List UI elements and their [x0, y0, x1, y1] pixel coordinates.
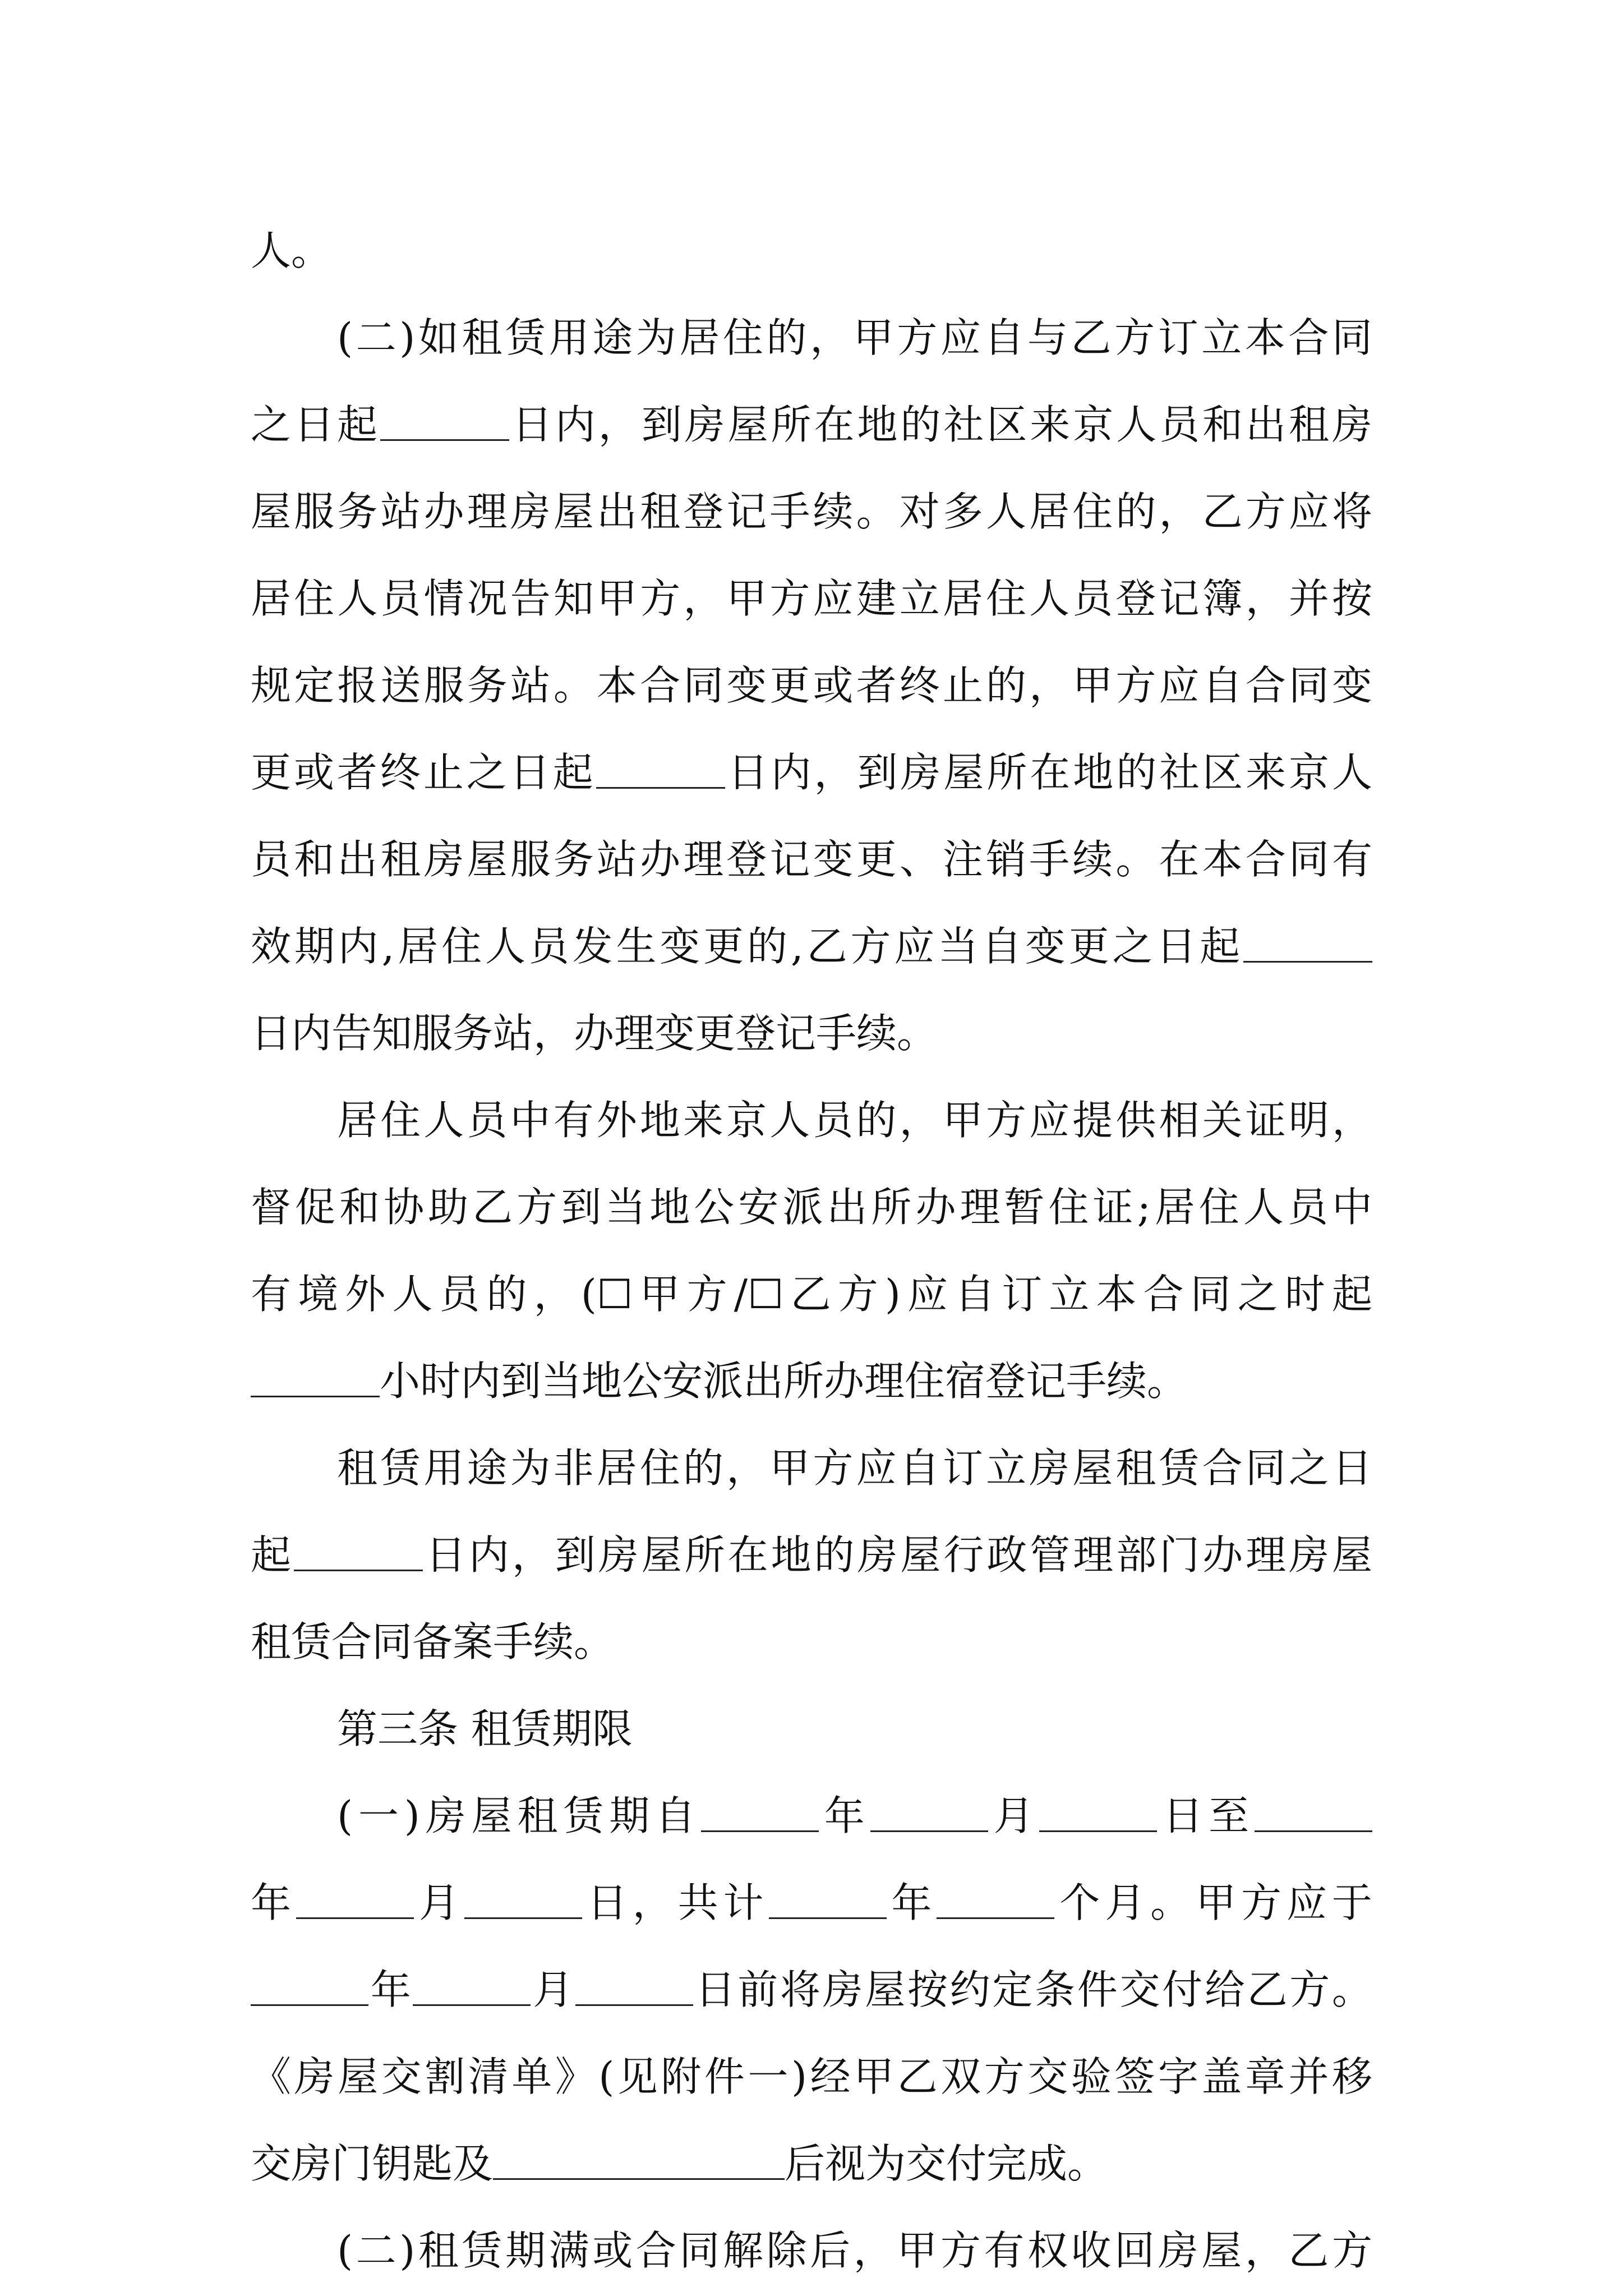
line-text: 年	[368, 1966, 413, 2013]
line-text: 月	[531, 1966, 575, 2013]
line-text: 员和出租房屋服务站办理登记变更、注销手续。在本合同有	[251, 836, 1372, 883]
line-text: 日内，到房屋所在地的房屋行政管理部门办理房屋	[422, 1531, 1372, 1579]
text-line-1	[251, 208, 1372, 295]
line-text: 起	[251, 1531, 294, 1579]
line-text: 居住人员情况告知甲方，甲方应建立居住人员登记簿，并按	[251, 575, 1372, 622]
line-text: 日至	[1157, 1792, 1255, 1839]
line-text: 日内，到房屋所在地的社区来京人员和出租房	[509, 401, 1372, 448]
line-text: (二)租赁期满或合同解除后，甲方有权收回房屋，乙方	[337, 2227, 1372, 2274]
text-line-3	[251, 381, 1372, 468]
document-body	[251, 208, 1372, 2294]
fill-blank[interactable]	[937, 1881, 1054, 1919]
text-line-22	[251, 2033, 1372, 2120]
line-text: 租赁用途为非居住的，甲方应自订立房屋租赁合同之日	[337, 1444, 1372, 1492]
text-line-19	[251, 1773, 1372, 1860]
text-line-11	[251, 1077, 1372, 1164]
line-text: 年	[818, 1792, 870, 1839]
text-line-10	[251, 990, 1372, 1077]
line-text: 日前将房屋按约定条件交付给乙方。	[693, 1966, 1372, 2013]
fill-blank[interactable]	[413, 1968, 531, 2006]
fill-blank[interactable]	[380, 403, 509, 441]
checkbox-icon[interactable]: ☐	[747, 1271, 784, 1318]
line-text: (一)房屋租赁期自	[337, 1792, 701, 1839]
line-text: 第三条 租赁期限	[337, 1705, 633, 1752]
line-text: 更或者终止之日起	[251, 749, 596, 796]
line-text: 个月。甲方应于	[1054, 1879, 1372, 1926]
line-text: 日内，到房屋所在地的社区来京人	[725, 749, 1372, 796]
text-line-7	[251, 729, 1372, 816]
line-text: 租赁合同备案手续。	[251, 1618, 615, 1665]
line-text: 年	[251, 1879, 296, 1926]
line-text: 之日起	[251, 401, 380, 448]
text-line-16	[251, 1512, 1372, 1599]
fill-blank[interactable]	[296, 1881, 414, 1919]
text-line-12	[251, 1164, 1372, 1251]
fill-blank[interactable]	[575, 1968, 693, 2006]
article-heading	[251, 1686, 1372, 1773]
fill-blank[interactable]	[769, 1881, 887, 1919]
fill-blank[interactable]	[251, 1359, 380, 1397]
text-line-2	[251, 295, 1372, 381]
text-line-20	[251, 1860, 1372, 1947]
text-line-4	[251, 468, 1372, 555]
line-text: 月	[413, 1879, 464, 1926]
fill-blank[interactable]	[294, 1533, 423, 1571]
fill-blank[interactable]	[870, 1794, 988, 1832]
line-text: (二)如租赁用途为居住的，甲方应自与乙方订立本合同	[337, 314, 1372, 361]
text-line-13	[251, 1251, 1372, 1338]
text-line-24	[251, 2207, 1372, 2294]
line-text: 日，共计	[582, 1879, 769, 1926]
fill-blank[interactable]	[701, 1794, 819, 1832]
line-text: 日内告知服务站，办理变更登记手续。	[251, 1010, 938, 1057]
line-text: 年	[886, 1879, 937, 1926]
fill-blank[interactable]	[1243, 924, 1372, 963]
line-text: 交房门钥匙及	[251, 2140, 494, 2187]
fill-blank[interactable]	[596, 751, 725, 789]
text-line-5	[251, 555, 1372, 642]
fill-blank[interactable]	[1255, 1794, 1372, 1832]
fill-blank[interactable]	[493, 2142, 785, 2180]
line-text: 效期内,居住人员发生变更的,乙方应当自变更之日起	[251, 923, 1243, 970]
line-text: 居住人员中有外地来京人员的，甲方应提供相关证明，	[337, 1097, 1372, 1144]
line-text: 督促和协助乙方到当地公安派出所办理暂住证;居住人员中	[251, 1184, 1372, 1231]
text-line-17	[251, 1599, 1372, 1686]
text-line-14	[251, 1338, 1372, 1425]
line-text: 月	[988, 1792, 1040, 1839]
text-line-8	[251, 816, 1372, 903]
fill-blank[interactable]	[1039, 1794, 1157, 1832]
text-line-23	[251, 2120, 1372, 2207]
text-line-21	[251, 1947, 1372, 2033]
fill-blank[interactable]	[464, 1881, 582, 1919]
line-text: 有境外人员的，(	[251, 1271, 597, 1318]
line-text: 屋服务站办理房屋出租登记手续。对多人居住的，乙方应将	[251, 488, 1372, 535]
text-line-15	[251, 1425, 1372, 1512]
checkbox-icon[interactable]: ☐	[596, 1271, 633, 1318]
line-text: 规定报送服务站。本合同变更或者终止的，甲方应自合同变	[251, 662, 1372, 709]
text-line-9	[251, 903, 1372, 990]
line-text: 人。	[251, 227, 332, 274]
text-line-6	[251, 642, 1372, 729]
fill-blank[interactable]	[251, 1968, 368, 2006]
line-text: 乙方)应自订立本合同之时起	[783, 1271, 1372, 1318]
line-text: 甲方/	[633, 1271, 748, 1318]
line-text: 《房屋交割清单》(见附件一)经甲乙双方交验签字盖章并移	[251, 2053, 1372, 2100]
line-text: 小时内到当地公安派出所办理住宿登记手续。	[380, 1358, 1188, 1405]
line-text: 后视为交付完成。	[785, 2140, 1108, 2187]
